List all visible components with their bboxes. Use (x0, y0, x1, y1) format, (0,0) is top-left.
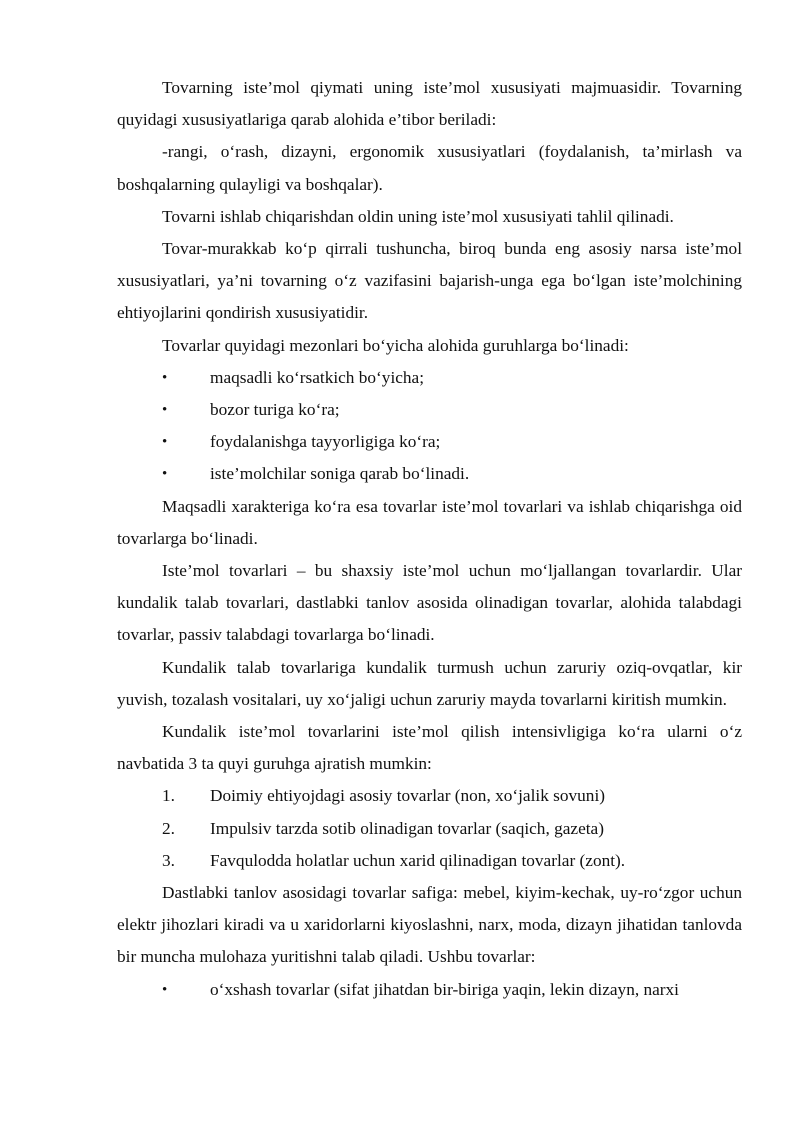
paragraph: -rangi, o‘rash, dizayni, ergonomik xususiyatlari (foydalanish, ta’mirlash va boshqalarning qulayligi va boshqalar). (117, 142, 742, 194)
item-text: Doimiy ehtiyojdagi asosiy tovarlar (non, xo‘jalik sovuni) (210, 786, 606, 806)
bullet-item (117, 362, 742, 394)
numbered-item (117, 780, 742, 812)
paragraph: Tovarning iste’mol qiymati uning iste’mol xususiyati majmuasidir. Tovarning quyidagi xususiyatlariga qarab alohida e’tibor beriladi: (117, 78, 742, 130)
bullet-item (117, 974, 742, 1006)
numbered-item (117, 845, 742, 877)
item-number: 2. (162, 818, 175, 838)
item-text: Impulsiv tarzda sotib olinadigan tovarlar (saqich, gazeta) (210, 818, 604, 838)
paragraph: Dastlabki tanlov asosidagi tovarlar safiga: mebel, kiyim-kechak, uy-ro‘zgor uchun elektr jihozlari kiradi va u xaridorlarni kiyoslashni, narx, moda, dizayn jihatidan tanlovda bir muncha mulohaza yuritishni talab qiladi. Ushbu tovarlar: (117, 883, 742, 967)
bullet-text: o‘xshash tovarlar (sifat jihatdan bir-biriga yaqin, lekin dizayn, narxi (210, 979, 679, 999)
bullet-text: bozor turiga ko‘ra; (210, 400, 340, 420)
paragraph: Kundalik talab tovarlariga kundalik turmush uchun zaruriy oziq-ovqatlar, kir yuvish, tozalash vositalari, uy xo‘jaligi uchun zaruriy mayda tovarlarni kiritish mumkin. (117, 657, 742, 709)
bullet-text: iste’molchilar soniga qarab bo‘linadi. (210, 464, 470, 484)
page-content (117, 72, 742, 1006)
bullet-text: foydalanishga tayyorligiga ko‘ra; (210, 432, 441, 452)
item-text: Favqulodda holatlar uchun xarid qilinadigan tovarlar (zont). (210, 850, 626, 870)
bullet-text: maqsadli ko‘rsatkich bo‘yicha; (210, 367, 425, 387)
bullet-item (117, 426, 742, 458)
numbered-item (117, 813, 742, 845)
bullet-item (117, 394, 742, 426)
paragraph: Tovarni ishlab chiqarishdan oldin uning iste’mol xususiyati tahlil qilinadi. (162, 206, 674, 226)
paragraph: Tovar-murakkab ko‘p qirrali tushuncha, biroq bunda eng asosiy narsa iste’mol xususiyatlari, ya’ni tovarning o‘z vazifasini bajarish-unga ega bo‘lgan iste’molchining ehtiyojlarini qondirish xususiyatidir. (117, 239, 742, 323)
paragraph: Iste’mol tovarlari – bu shaxsiy iste’mol uchun mo‘ljallangan tovarlardir. Ular kundalik talab tovarlari, dastlabki tanlov asosida olinadigan tovarlar, alohida talabdagi tovarlar, passiv talabdagi tovarlarga bo‘linadi. (117, 561, 742, 645)
item-number: 1. (162, 786, 175, 806)
paragraph: Tovarlar quyidagi mezonlari bo‘yicha alohida guruhlarga bo‘linadi: (162, 335, 629, 355)
bullet-icon: • (162, 466, 168, 483)
bullet-icon: • (162, 369, 168, 386)
bullet-item (117, 458, 742, 490)
bullet-icon: • (162, 402, 168, 419)
paragraph: Kundalik iste’mol tovarlarini iste’mol qilish intensivligiga ko‘ra ularni o‘z navbatida 3 ta quyi guruhga ajratish mumkin: (117, 722, 742, 774)
item-number: 3. (162, 850, 175, 870)
bullet-icon: • (162, 434, 168, 451)
paragraph: Maqsadli xarakteriga ko‘ra esa tovarlar iste’mol tovarlari va ishlab chiqarishga oid tovarlarga bo‘linadi. (117, 496, 742, 548)
bullet-icon: • (162, 981, 168, 998)
